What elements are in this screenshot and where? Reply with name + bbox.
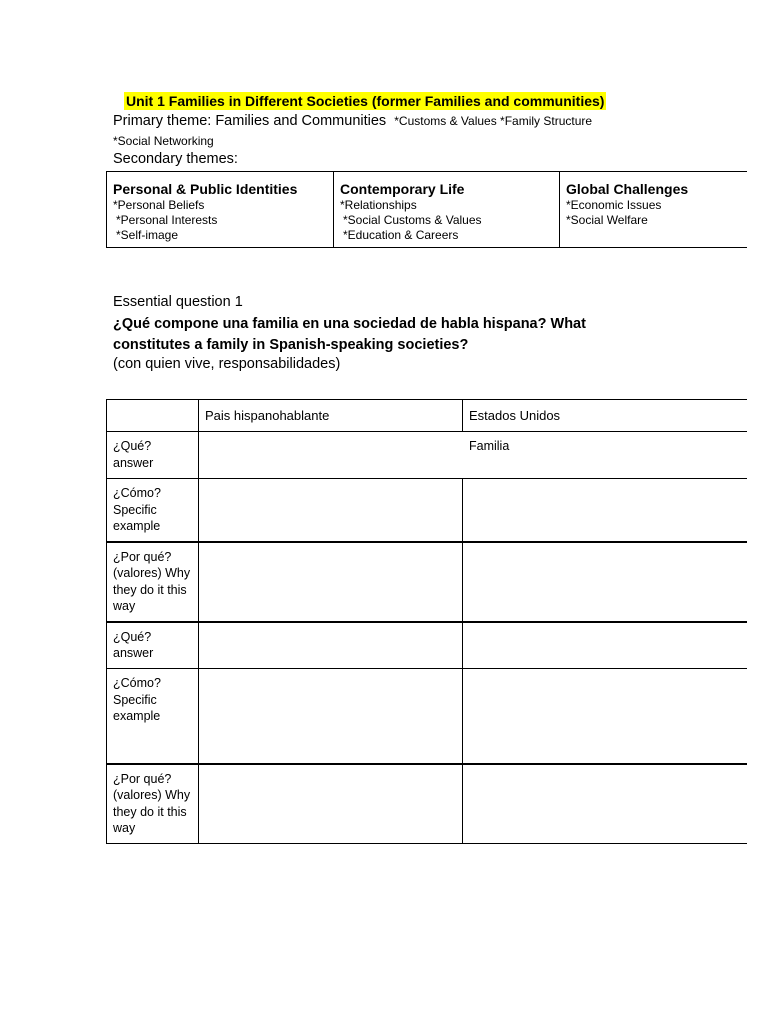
header-cell-pais: Pais hispanohablante xyxy=(199,400,463,432)
secondary-themes-label: Secondary themes: xyxy=(113,151,238,167)
header-cell-estados: Estados Unidos xyxy=(463,400,747,432)
theme-item: *Economic Issues xyxy=(566,198,662,212)
answer-cell xyxy=(199,542,463,622)
essential-question-note: (con quien vive, responsabilidades) xyxy=(113,356,341,372)
theme-title: Contemporary Life xyxy=(340,181,465,197)
primary-theme-tags: *Customs & Values *Family Structure xyxy=(394,114,593,128)
merged-cell: Familia xyxy=(199,432,747,479)
theme-item: *Personal Interests xyxy=(116,213,218,227)
header-cell-empty xyxy=(107,400,199,432)
row-label: ¿Cómo? Specific example xyxy=(107,669,199,764)
theme-item: *Education & Careers xyxy=(343,228,459,242)
theme-item: *Personal Beliefs xyxy=(113,198,205,212)
theme-cell-contemporary xyxy=(334,172,560,248)
themes-table xyxy=(106,171,747,248)
answer-cell xyxy=(463,669,747,764)
table-row xyxy=(107,669,747,764)
row-label: ¿Cómo? Specific example xyxy=(107,479,199,542)
table-row xyxy=(107,479,747,542)
primary-theme xyxy=(113,113,592,129)
theme-cell-identities xyxy=(107,172,334,248)
primary-theme-tag-extra: *Social Networking xyxy=(113,134,214,148)
answer-cell xyxy=(463,542,747,622)
row-label: ¿Qué? answer xyxy=(107,432,199,479)
table-row xyxy=(107,542,747,622)
answer-cell xyxy=(199,669,463,764)
primary-theme-label: Primary theme: Families and Communities xyxy=(113,113,387,129)
answer-cell xyxy=(463,764,747,844)
theme-item: *Relationships xyxy=(340,198,417,212)
theme-item: *Self-image xyxy=(116,228,179,242)
theme-cell-global xyxy=(560,172,747,248)
essential-question-text: ¿Qué compone una familia en una sociedad de habla hispana? What constitutes a family in Spanish-speaking societies? xyxy=(113,316,586,353)
unit-title: Unit 1 Families in Different Societies (former Families and communities) xyxy=(126,93,605,109)
theme-title: Global Challenges xyxy=(566,181,689,197)
theme-item: *Social Customs & Values xyxy=(343,213,482,227)
row-label: ¿Qué? answer xyxy=(107,622,199,669)
answer-cell xyxy=(463,479,747,542)
essential-question-label: Essential question 1 xyxy=(113,294,243,310)
answer-cell xyxy=(463,622,747,669)
theme-item: *Social Welfare xyxy=(566,213,648,227)
answer-cell xyxy=(199,479,463,542)
theme-title: Personal & Public Identities xyxy=(113,181,298,197)
answer-cell xyxy=(199,764,463,844)
table-row xyxy=(107,432,747,479)
table-row xyxy=(107,622,747,669)
answer-cell xyxy=(199,622,463,669)
comparison-table xyxy=(106,399,747,844)
table-header-row xyxy=(107,400,747,432)
table-row xyxy=(107,764,747,844)
row-label: ¿Por qué? (valores) Why they do it this way xyxy=(107,542,199,622)
row-label: ¿Por qué? (valores) Why they do it this way xyxy=(107,764,199,844)
